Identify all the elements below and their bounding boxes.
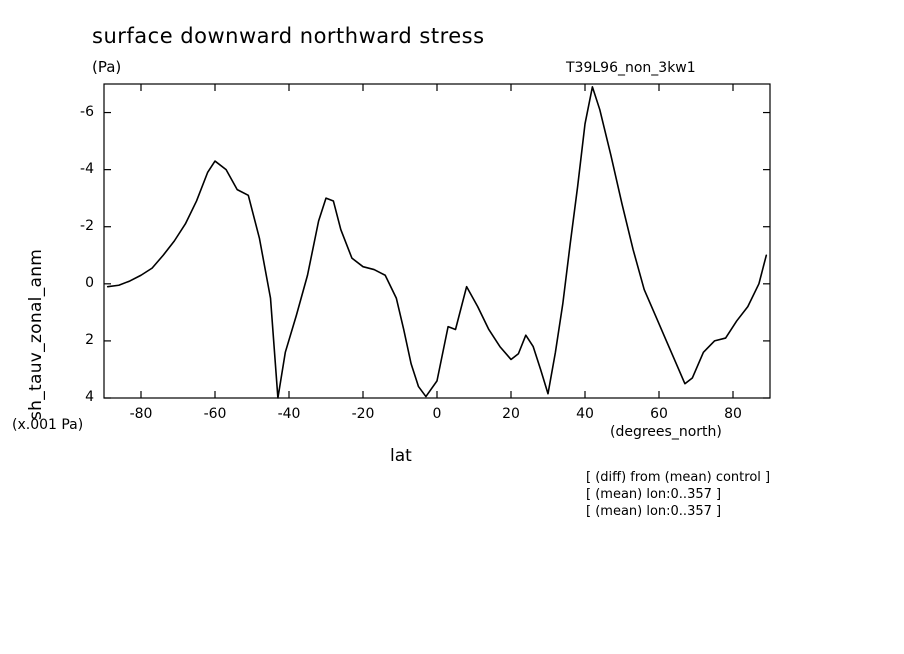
run-id-label: T39L96_non_3kw1	[566, 60, 696, 76]
footnote-line: [ (mean) lon:0..357 ]	[586, 504, 722, 519]
footnote-line: [ (diff) from (mean) control ]	[586, 470, 771, 485]
y-tick-label: -4	[80, 160, 94, 177]
x-axis-title: lat	[390, 446, 412, 466]
x-tick-label: -60	[203, 406, 227, 422]
page-title: surface downward northward stress	[92, 24, 485, 48]
y-axis-title-text: sh_tauv_zonal_anm	[26, 248, 46, 420]
footnote-line: [ (mean) lon:0..357 ]	[586, 487, 722, 502]
y-units-label: (x.001 Pa)	[12, 417, 84, 433]
y-tick-label: 2	[85, 331, 94, 348]
y-tick-label: -6	[80, 103, 94, 120]
data-series-line	[108, 87, 767, 398]
x-units-label: (degrees_north)	[610, 424, 722, 440]
x-tick-label: -20	[351, 406, 375, 422]
x-tick-label: 20	[502, 406, 520, 422]
x-tick-label: 80	[724, 406, 742, 422]
x-tick-label: -80	[129, 406, 153, 422]
y-tick-label: -2	[80, 217, 94, 234]
y-tick-label: 0	[85, 274, 94, 291]
x-tick-label: 60	[650, 406, 668, 422]
x-tick-label: 40	[576, 406, 594, 422]
y-tick-label: 4	[85, 389, 94, 405]
units-top-label: (Pa)	[92, 58, 122, 76]
x-tick-label: -40	[277, 406, 301, 422]
x-tick-label: 0	[432, 406, 442, 422]
